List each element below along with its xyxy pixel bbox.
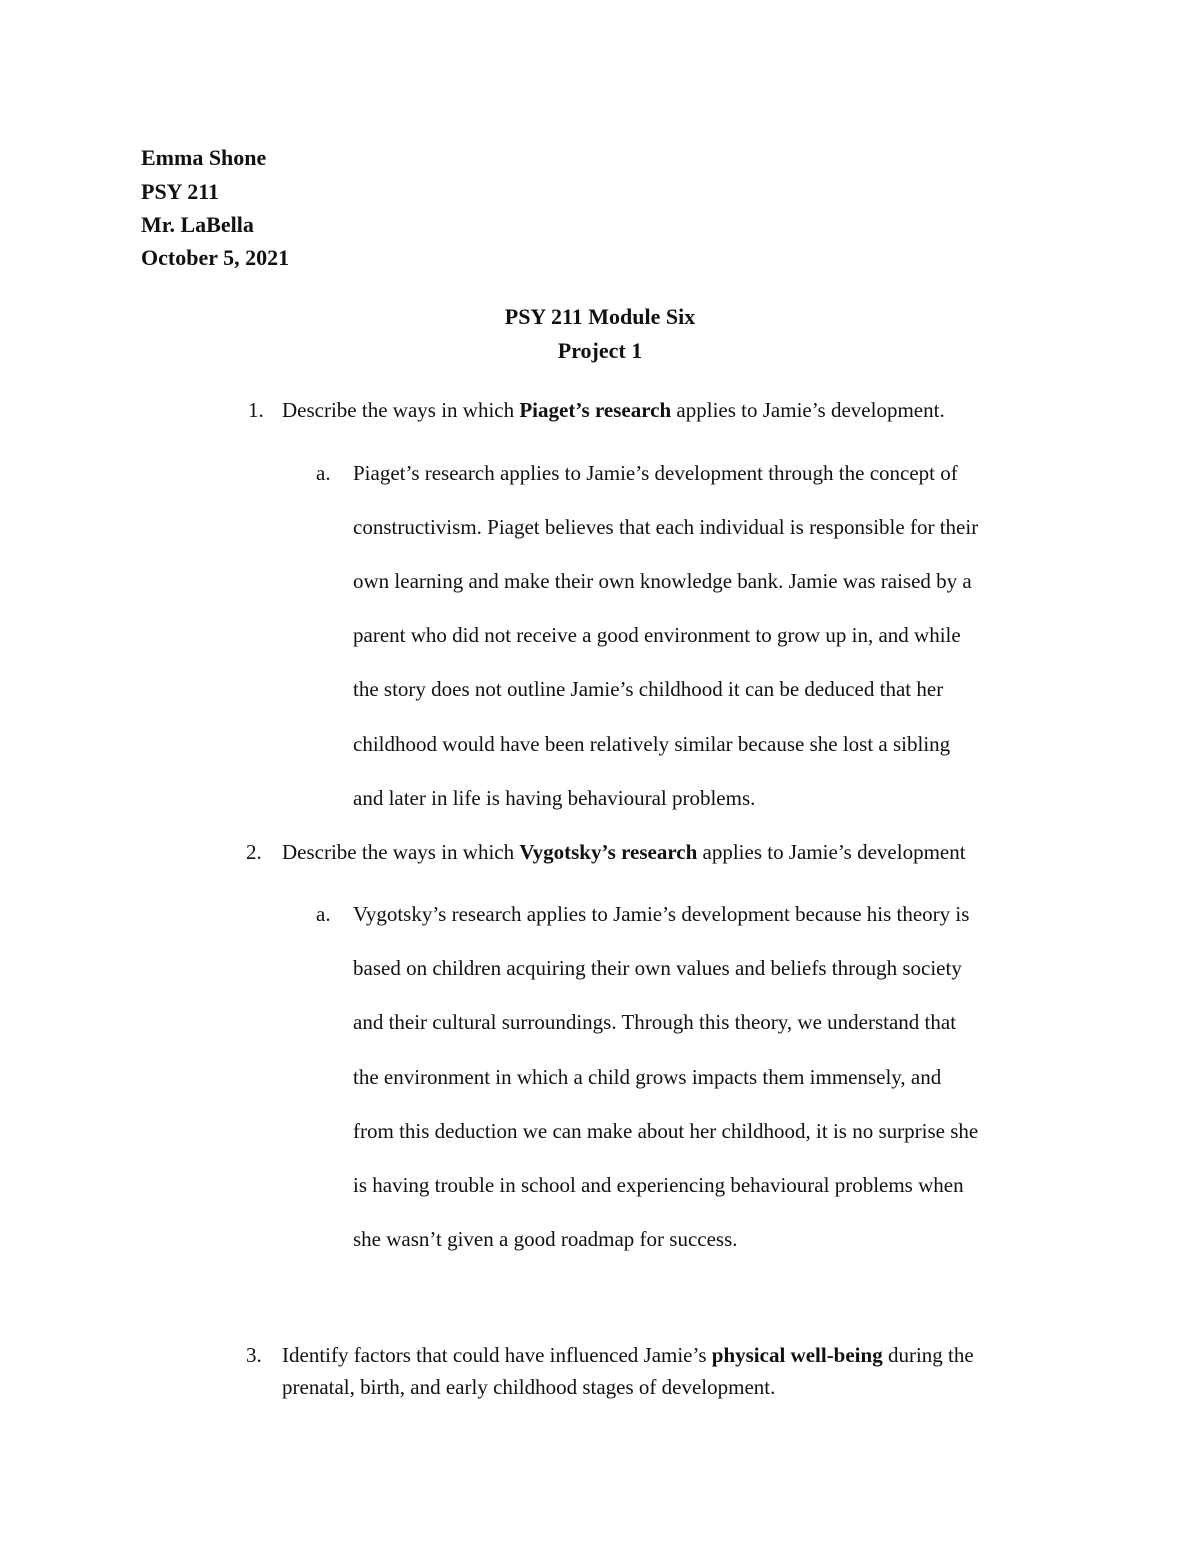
answer-2-line: the environment in which a child grows impacts them immensely, and [353, 1065, 942, 1089]
answer-1-marker: a. [316, 461, 331, 485]
question-3-number: 3. [246, 1343, 262, 1367]
student-name: Emma Shone [141, 145, 267, 170]
answer-2-marker: a. [316, 902, 331, 926]
answer-2-line: based on children acquiring their own values and beliefs through society [353, 956, 962, 980]
question-2-emphasis: Vygotsky’s research [519, 840, 698, 864]
question-2-prefix: Describe the ways in which [282, 840, 520, 864]
question-1-suffix: applies to Jamie’s development. [671, 398, 945, 422]
answer-1-line: childhood would have been relatively similar because she lost a sibling [353, 732, 951, 756]
question-3-prefix: Identify factors that could have influenced Jamie’s [282, 1343, 712, 1367]
answer-2-line: is having trouble in school and experiencing behavioural problems when [353, 1173, 964, 1197]
question-1-number: 1. [248, 398, 264, 422]
question-1-prefix: Describe the ways in which [282, 398, 520, 422]
answer-2-line: Vygotsky’s research applies to Jamie’s development because his theory is [353, 902, 970, 926]
document-subtitle: Project 1 [557, 338, 643, 363]
answer-2-line: from this deduction we can make about her childhood, it is no surprise she [353, 1119, 979, 1143]
submission-date: October 5, 2021 [141, 245, 290, 270]
answer-1-line: parent who did not receive a good environment to grow up in, and while [353, 623, 961, 647]
answer-1-line: and later in life is having behavioural problems. [353, 786, 756, 810]
question-3-suffix: during the [882, 1343, 974, 1367]
question-3-text [282, 1340, 974, 1370]
answer-2-line: she wasn’t given a good roadmap for success. [353, 1227, 738, 1251]
course-code: PSY 211 [141, 179, 220, 204]
answer-1-line: own learning and make their own knowledge bank. Jamie was raised by a [353, 569, 972, 593]
question-1-text [282, 395, 945, 425]
answer-2-line: and their cultural surroundings. Through this theory, we understand that [353, 1010, 957, 1034]
instructor-name: Mr. LaBella [141, 212, 254, 237]
answer-1-line: constructivism. Piaget believes that each individual is responsible for their [353, 515, 979, 539]
question-2-text [282, 837, 966, 867]
question-2-suffix: applies to Jamie’s development [697, 840, 966, 864]
document-title: PSY 211 Module Six [504, 304, 696, 329]
question-1-emphasis: Piaget’s research [519, 398, 672, 422]
answer-1-line: the story does not outline Jamie’s childhood it can be deduced that her [353, 677, 944, 701]
question-3-text-continued: prenatal, birth, and early childhood stages of development. [282, 1375, 776, 1399]
question-3-emphasis: physical well-being [711, 1343, 883, 1367]
answer-1-line: Piaget’s research applies to Jamie’s development through the concept of [353, 461, 958, 485]
question-2-number: 2. [246, 840, 262, 864]
